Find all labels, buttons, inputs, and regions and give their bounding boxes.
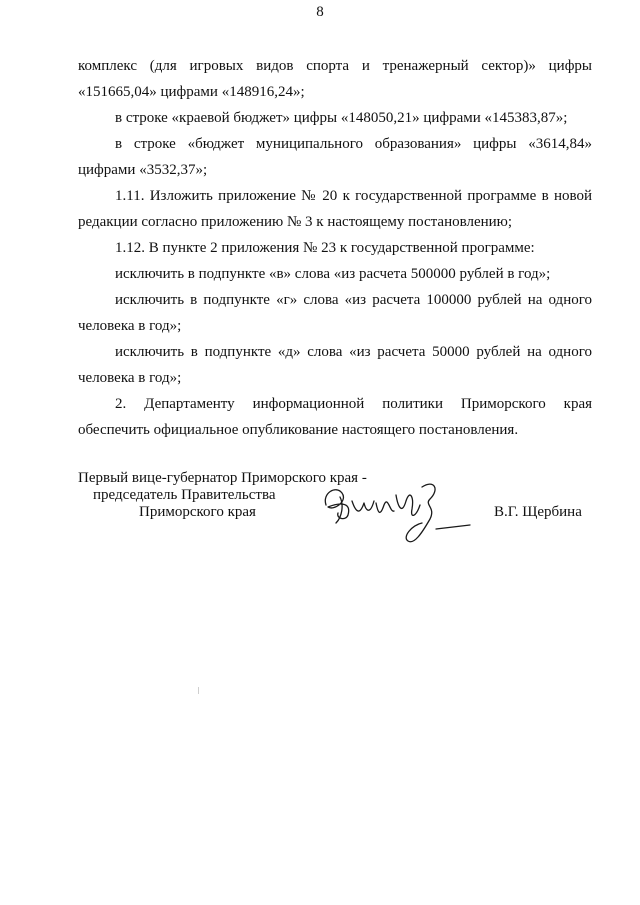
document-body [78, 53, 592, 443]
paragraph-municipal-budget: в строке «бюджет муниципального образования» цифры «3614,84» цифрами «3532,37»; [78, 136, 592, 178]
paragraph-subitem-d: исключить в подпункте «д» слова «из расчета 50000 рублей на одного человека в год»; [78, 344, 592, 386]
paragraph-subitem-v: исключить в подпункте «в» слова «из расчета 500000 рублей в год»; [115, 266, 551, 282]
paragraph-1-11: 1.11. Изложить приложение № 20 к государственной программе в новой редакции согласно приложению № 3 к настоящему постановлению; [78, 188, 592, 230]
paragraph-amendment-complex: комплекс (для игровых видов спорта и тренажерный сектор)» цифры «151665,04» цифрами «148916,24»; [78, 58, 592, 100]
paragraph-2-publication: 2. Департаменту информационной политики Приморского края обеспечить официальное опубликование настоящего постановления. [78, 396, 592, 438]
paragraph-1-12: 1.12. В пункте 2 приложения № 23 к государственной программе: [115, 240, 535, 256]
signatory-position-line-1: Первый вице-губернатор Приморского края - [78, 470, 367, 486]
handwritten-signature [318, 475, 478, 550]
page-number: 8 [316, 4, 324, 20]
paragraph-regional-budget: в строке «краевой бюджет» цифры «148050,21» цифрами «145383,87»; [115, 110, 568, 126]
signatory-name: В.Г. Щербина [494, 504, 582, 520]
signatory-position-line-2: председатель Правительства [93, 487, 276, 503]
signatory-position-line-3: Приморского края [139, 504, 256, 520]
paragraph-subitem-g: исключить в подпункте «г» слова «из расчета 100000 рублей на одного человека в год»; [78, 292, 592, 334]
scan-artifact [198, 687, 199, 694]
